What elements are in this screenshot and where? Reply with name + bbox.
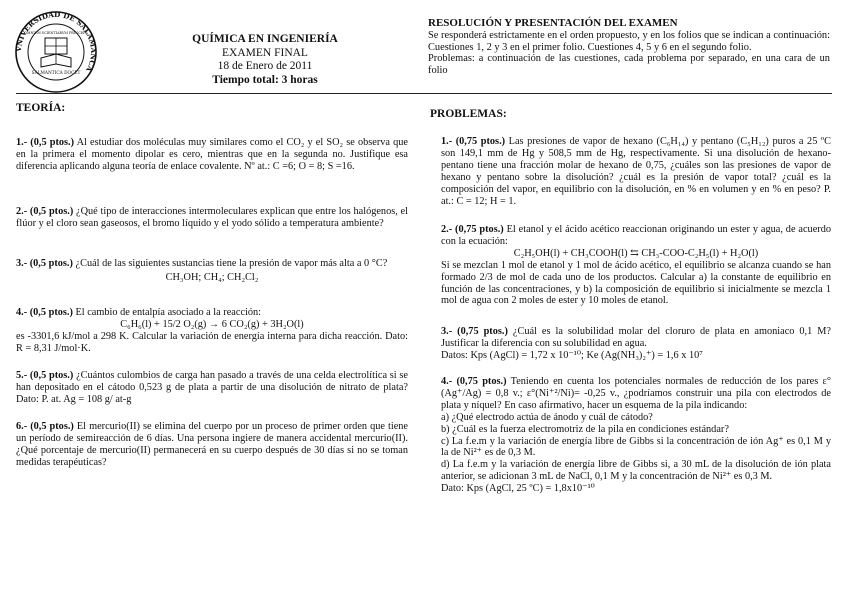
problem-data: Datos: Kps (AgCl) = 1,72 x 10⁻¹⁰; Ke (Ag(NH₃)₂⁺) = 1,6 x 10⁷	[441, 349, 703, 361]
teoria-question-3	[16, 258, 408, 284]
substances-list: CH₃OH; CH₄; CH₂Cl₂	[165, 271, 259, 283]
problemas-heading: PROBLEMAS:	[430, 108, 507, 120]
problem-text: Las presiones de vapor de hexano (C₆H₁₄) y pentano (C₅H₁₂) puros a 25 ºC son 149,1 mm de Hg y 508,5 mm de Hg, respectivamente. Si una disolución de hexano-pentano tiene una fracción molar de hexano de 0,75, ¿cuáles son las presiones de vapor de hexano y pentano sobre la disolución? ¿cuál es la presión de vapor total? ¿cuál es la composición del vapor, en equilibrio con la disolución, en % en volumen y en % en peso? P. at.: C = 12; H = 1.	[441, 136, 831, 207]
exam-date: 18 de Enero de 2011	[217, 60, 313, 72]
question-number: 1.- (0,5 ptos.)	[16, 137, 75, 148]
problem-data: Dato: Kps (AgCl, 25 ºC) = 1,8x10⁻¹⁰	[441, 483, 595, 495]
exam-header	[160, 33, 370, 87]
problem-3	[441, 326, 831, 362]
question-text: ¿Cuántos culombios de carga han pasado a través de una celda electrolítica si se han depositado en el cátodo 0,523 g de plata a partir de una disolución de nitrato de plata? Dato: P. at. Ag = 108 g/ at-g	[16, 370, 408, 405]
problem-number: 1.- (0,75 ptos.)	[441, 136, 506, 147]
question-number: 2.- (0,5 ptos.)	[16, 206, 74, 217]
reaction-equation: C₆H₆(l) + 15/2 O₂(g) → 6 CO₂(g) + 3H₂O(l)	[120, 318, 304, 330]
problem-part-d: d) La f.e.m y la variación de energía libre de Gibbs si, a 30 mL de la disolución de ión plata anterior, se adicionan 3 mL de NaCl, 0,1 M y la concentración de Ni²⁺ es 0,3 M.	[441, 459, 831, 483]
question-text-2: es -3301,6 kJ/mol a 298 K. Calcular la variación de energía interna para dicha reacción. Dato: R = 8,31 J/mol·K.	[16, 330, 408, 354]
question-text: Al estudiar dos moléculas muy similares como el CO₂ y el SO₂ se observa que en la primera el momento dipolar es cero, mientras que en la segunda no. Justifique esa diferencia aplicando alguna teoría de enlace covalente. Nº at.: C =6; O = 8; S =16.	[16, 137, 408, 172]
seal-outer-text: VNIVERSIDAD DE SALAMANCA	[14, 10, 98, 74]
question-text: ¿Qué tipo de interacciones intermoleculares explican que entre los halógenos, el flúor y el cloro sean gaseosos, el bromo líquido y el yodo sólido a temperatura ambiente?	[16, 206, 408, 229]
seal-inner-text: OMNIVM SCIENTIARVM PRINCEPS	[24, 31, 88, 35]
seal-motto: SALMANTICA DOCET	[31, 71, 81, 76]
teoria-question-4	[16, 307, 408, 355]
reaction-equation: C₂H₅OH(l) + CH₃COOH(l) ⇆ CH₃-COO-C₂H₅(l) + H₂O(l)	[513, 247, 759, 259]
instructions-block	[428, 18, 830, 77]
problem-part-a: a) ¿Qué electrodo actúa de ánodo y cuál de cátodo?	[441, 411, 653, 423]
teoria-question-6	[16, 421, 408, 469]
problem-text-2: Si se mezclan 1 mol de etanol y 1 mol de ácido acético, el equilibrio se alcanza cuando se han formado 2/3 de mol de cada uno de los productos. Calcular a) la constante de equilibrio en función de las concentraciones, y b) la composición de equilibrio si inicialmente se mezcla 1 mol de agua con 2 moles de ester y 10 moles de etanol.	[441, 259, 831, 307]
teoria-question-5	[16, 370, 408, 406]
question-number: 5.- (0,5 ptos.)	[16, 370, 74, 381]
question-text: El mercurio(II) se elimina del cuerpo por un proceso de primer orden que tiene un período de semireacción de 6 días. Una persona ingiere de manera accidental mercurio(II). ¿Qué porcentaje de mercurio(II) permanecerá en su cuerpo después de 30 días si no se toman medidas terapéuticas?	[16, 421, 408, 468]
problem-4	[441, 376, 831, 495]
problem-part-c: c) La f.e.m y la variación de energía libre de Gibbs si la concentración de ión Ag⁺ es 0,1 M y la de Ni²⁺ es de 0,3 M.	[441, 435, 831, 459]
problem-number: 4.- (0,75 ptos.)	[441, 376, 507, 387]
course-title: QUÍMICA EN INGENIERÍA	[192, 33, 338, 45]
instructions-text-1: Se responderá estrictamente en el orden propuesto, y en los folios que se indican a continuación: Cuestiones 1, 2 y 3 en el primer folio. Cuestiones 4, 5 y 6 en el segundo folio.	[428, 29, 830, 53]
instructions-title: RESOLUCIÓN Y PRESENTACIÓN DEL EXAMEN	[428, 17, 678, 29]
exam-duration: Tiempo total: 3 horas	[212, 73, 318, 86]
problem-number: 3.- (0,75 ptos.)	[441, 326, 508, 337]
problem-part-b: b) ¿Cuál es la fuerza electromotriz de la pila en condiciones estándar?	[441, 423, 729, 435]
problem-number: 2.- (0,75 ptos.)	[441, 224, 504, 235]
problem-text: El etanol y el ácido acético reaccionan originando un ester y agua, de acuerdo con la ecuación:	[441, 224, 832, 247]
instructions-text-2: Problemas: a continuación de las cuestiones, cada problema por separado, en una cara de un folio	[428, 53, 830, 77]
question-number: 3.- (0,5 ptos.)	[16, 258, 73, 269]
problem-1	[441, 136, 831, 207]
question-number: 6.- (0,5 ptos.)	[16, 421, 74, 432]
question-number: 4.- (0,5 ptos.)	[16, 307, 73, 318]
header-divider	[16, 93, 832, 94]
university-seal	[14, 10, 98, 94]
teoria-question-2	[16, 206, 408, 230]
exam-type: EXAMEN FINAL	[222, 46, 308, 59]
teoria-question-1	[16, 137, 408, 173]
problem-2	[441, 224, 831, 307]
problem-text: Teniendo en cuenta los potenciales normales de reducción de los pares ε°(Ag⁺/Ag) = 0,8 v.; ε°(Ni⁺²/Ni)= -0,25 v., ¿podríamos construir una pila con electrodos de plata y níquel? En caso afirmativo, hacer un esquema de la pila indicando:	[441, 376, 831, 411]
problem-text: ¿Cuál es la solubilidad molar del cloruro de plata en amoniaco 0,1 M? Justificar la diferencia con su solubilidad en agua.	[441, 326, 831, 349]
question-text: ¿Cuál de las siguientes sustancias tiene la presión de vapor más alta a 0 °C?	[75, 258, 388, 269]
teoria-heading: TEORÍA:	[16, 102, 66, 114]
question-text: El cambio de entalpía asociado a la reacción:	[75, 307, 262, 318]
